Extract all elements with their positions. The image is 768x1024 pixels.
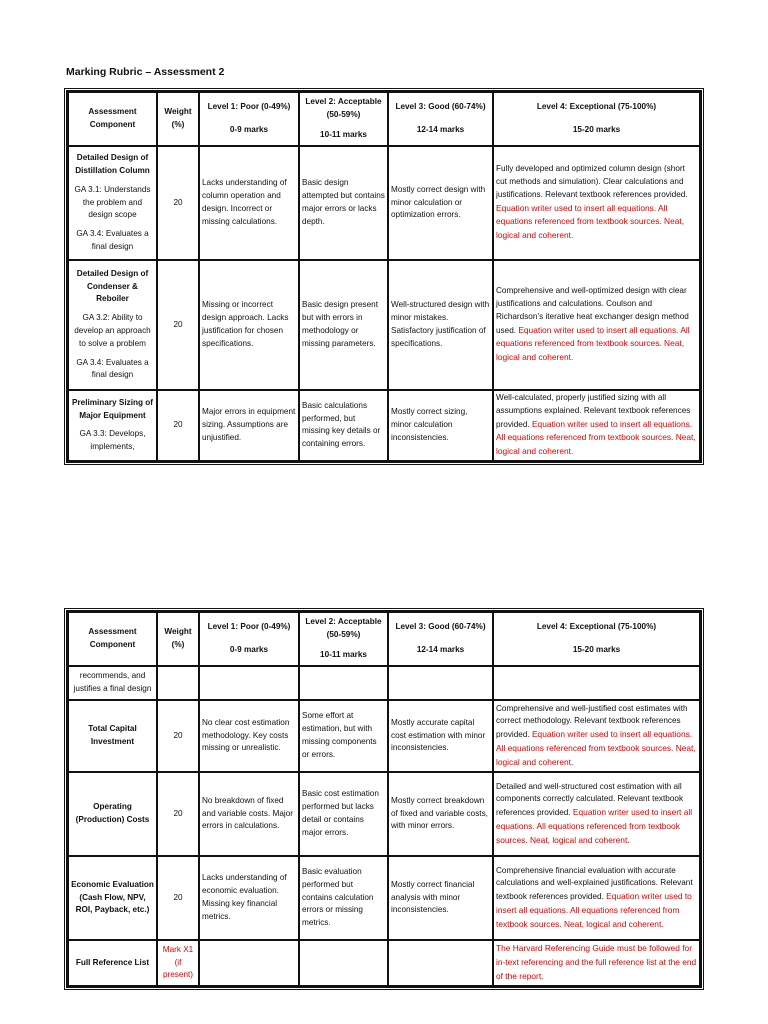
component-name: Full Reference List [68,940,157,986]
component-cell [68,700,157,772]
graduate-attribute: GA 3.2: Ability to develop an approach to solve a problem [74,313,151,348]
component-name: Economic Evaluation (Cash Flow, NPV, ROI, Payback, etc.) [71,879,154,915]
level3-cell: Mostly correct design with minor calculation or optimization errors. [388,146,493,260]
level1-cell: Major errors in equipment sizing. Assumptions are unjustified. [199,390,299,461]
component-name: Preliminary Sizing of Major Equipment [72,397,153,420]
level3-cell: Mostly correct breakdown of fixed and variable costs, with minor errors. [388,772,493,856]
graduate-attribute: GA 3.1: Understands the problem and design scope [74,184,151,220]
level2-cell: Basic design present but with errors in methodology or missing parameters. [299,260,388,390]
header-component: Assessment Component [68,92,157,146]
level4-cell: Comprehensive and well-optimized design with clear justifications and calculations. Coulson and Richardson’s iterative heat exchanger design method used. Equation writer used to insert all equations. All equations referenced from textbook sources. Neat, logical and coherent. [493,260,700,390]
header-row [68,612,700,666]
level4-cell: Detailed and well-structured cost estimation with all components correctly calculated. Relevant textbook references provided. Equation writer used to insert all equations. All equations referenced from textbook sources. Neat, logical and coherent. [493,772,700,856]
level2-cell [299,666,388,700]
level3-cell: Mostly accurate capital cost estimation with minor inconsistencies. [388,700,493,772]
level3-cell [388,666,493,700]
table-row [68,772,700,856]
component-cell [68,390,157,461]
weight-cell [157,666,199,700]
header-level2: Level 2: Acceptable (50-59%) 10-11 marks [299,92,388,146]
table-row [68,146,700,260]
level1-cell [199,940,299,986]
reference-row [68,940,700,986]
table-row [68,856,700,940]
level1-cell: No clear cost estimation methodology. Key costs missing or unrealistic. [199,700,299,772]
table-row [68,390,700,461]
rubric-table-2 [66,610,702,988]
level4-cell: Fully developed and optimized column design (short cut methods and simulation). Clear calculations and justifications. Relevant textbook references provided. Equation writer used to insert all equations. All equations referenced from textbook sources. Neat, logical and coherent. [493,146,700,260]
level2-cell [299,940,388,986]
level2-cell: Basic design attempted but contains major errors or lacks depth. [299,146,388,260]
component-cell [68,146,157,260]
level2-cell: Basic cost estimation performed but lacks detail or contains major errors. [299,772,388,856]
level4-cell [493,666,700,700]
level4-cell: Well-calculated, properly justified sizing with all assumptions explained. Relevant textbook references provided. Equation writer used to insert all equations. All equations referenced from textbook sources. Neat, logical and coherent. [493,390,700,461]
header-level4: Level 4: Exceptional (75-100%) 15-20 marks [493,612,700,666]
level2-cell: Some effort at estimation, but with missing components or errors. [299,700,388,772]
weight-cell: 20 [157,260,199,390]
component-cell [68,260,157,390]
table-row [68,260,700,390]
header-row [68,92,700,146]
level2-cell: Basic calculations performed, but missing key details or containing errors. [299,390,388,461]
level1-cell: Missing or incorrect design approach. Lacks justification for chosen specifications. [199,260,299,390]
level3-cell: Well-structured design with minor mistakes. Satisfactory justification of specifications. [388,260,493,390]
level3-cell: Mostly correct sizing, minor calculation inconsistencies. [388,390,493,461]
level4-cell: Comprehensive and well-justified cost estimates with correct methodology. Relevant textbook references provided. Equation writer used to insert all equations. All equations referenced from textbook sources. Neat, logical and coherent. [493,700,700,772]
header-level2: Level 2: Acceptable (50-59%) 10-11 marks [299,612,388,666]
level1-cell [199,666,299,700]
continuation-row [68,666,700,700]
rubric-table-1 [66,90,702,463]
level3-cell [388,940,493,986]
level1-cell: No breakdown of fixed and variable costs. Major errors in calculations. [199,772,299,856]
component-name: Detailed Design of Condenser & Reboiler [76,268,149,304]
component-continuation: recommends, and justifies a final design [68,666,157,700]
component-name: Detailed Design of Distillation Column [75,153,150,175]
header-level1: Level 1: Poor (0-49%) 0-9 marks [199,612,299,666]
header-weight: Weight (%) [157,612,199,666]
weight-cell: 20 [157,700,199,772]
weight-cell: Mark X1 (if present) [157,940,199,986]
header-level1: Level 1: Poor (0-49%) 0-9 marks [199,92,299,146]
weight-cell: 20 [157,772,199,856]
weight-cell: 20 [157,390,199,461]
weight-cell: 20 [157,146,199,260]
level1-cell: Lacks understanding of economic evaluation. Missing key financial metrics. [199,856,299,940]
level1-cell: Lacks understanding of column operation and design. Incorrect or missing calculations. [199,146,299,260]
graduate-attribute: GA 3.3: Develops, implements, [79,429,146,452]
graduate-attribute: GA 3.4: Evaluates a final design [76,229,149,251]
graduate-attribute: GA 3.4: Evaluates a final design [76,357,149,380]
component-name: Operating (Production) Costs [75,802,150,824]
component-name: Total Capital Investment [88,724,137,746]
header-level4: Level 4: Exceptional (75-100%) 15-20 marks [493,92,700,146]
header-weight: Weight (%) [157,92,199,146]
header-component: Assessment Component [68,612,157,666]
weight-cell: 20 [157,856,199,940]
component-cell [68,772,157,856]
header-level3: Level 3: Good (60-74%) 12-14 marks [388,92,493,146]
table-row [68,700,700,772]
component-cell [68,856,157,940]
header-level3: Level 3: Good (60-74%) 12-14 marks [388,612,493,666]
level3-cell: Mostly correct financial analysis with minor inconsistencies. [388,856,493,940]
page-title: Marking Rubric – Assessment 2 [66,66,225,78]
level4-cell: The Harvard Referencing Guide must be followed for in-text referencing and the full reference list at the end of the report. [493,940,700,986]
level2-cell: Basic evaluation performed but contains calculation errors or missing metrics. [299,856,388,940]
level4-cell: Comprehensive financial evaluation with accurate calculations and well-explained justifications. Relevant textbook references provided. Equation writer used to insert all equations. All equations referenced from textbook sources. Neat, logical and coherent. [493,856,700,940]
